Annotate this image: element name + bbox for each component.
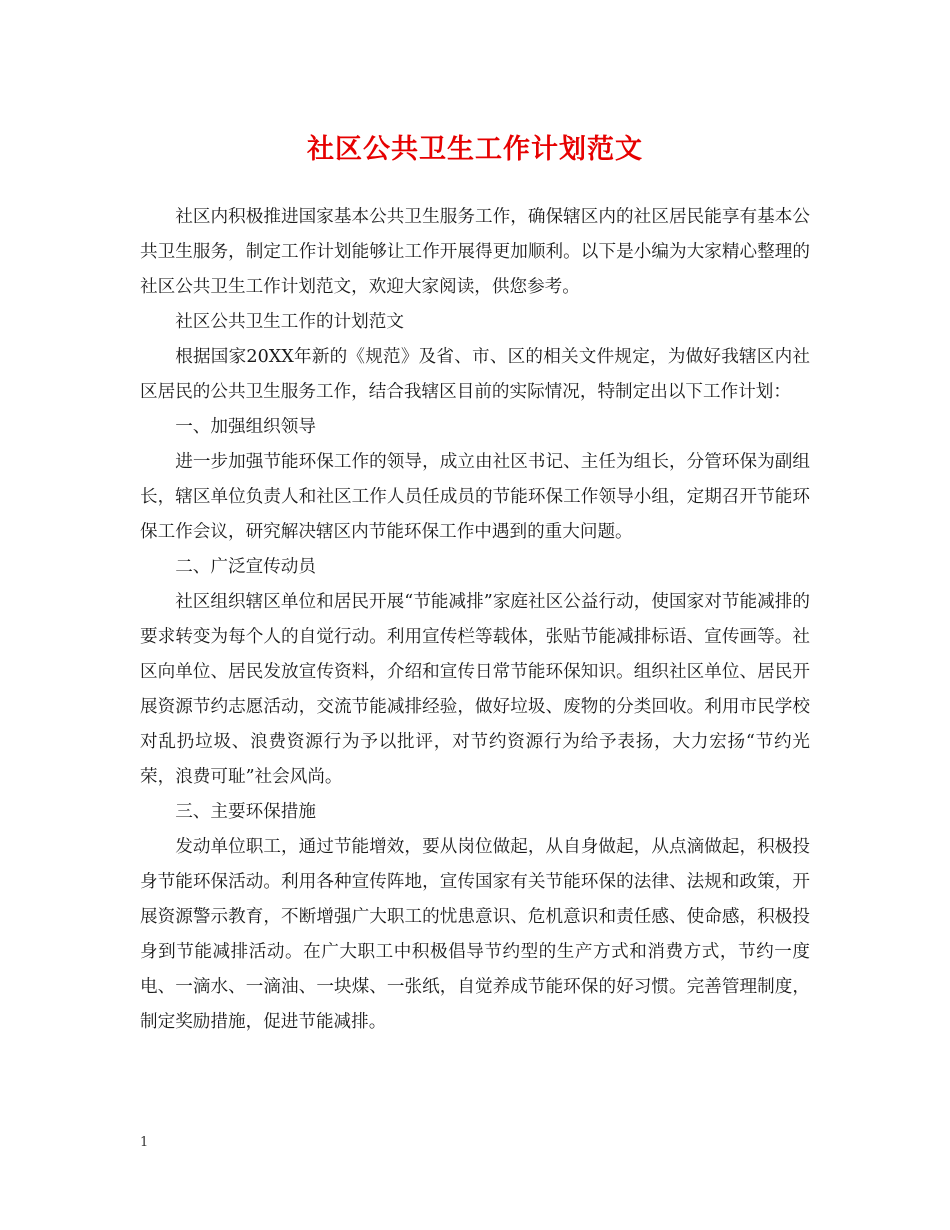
section-heading-3: 三、主要环保措施 (175, 802, 316, 822)
subtitle-paragraph: 社区公共卫生工作的计划范文 (175, 312, 404, 332)
document-title: 社区公共卫生工作计划范文 (307, 134, 643, 165)
basis-paragraph: 根据国家20XX年新的《规范》及省、市、区的相关文件规定，为做好我辖区内社区居民的公共卫生服务工作，结合我辖区目前的实际情况，特制定出以下工作计划： (140, 347, 810, 402)
section-heading-1: 一、加强组织领导 (175, 417, 316, 437)
document-body (140, 200, 810, 1040)
page-number: 1 (140, 1135, 149, 1150)
section-heading-2: 二、广泛宣传动员 (175, 557, 316, 577)
intro-paragraph: 社区内积极推进国家基本公共卫生服务工作，确保辖区内的社区居民能享有基本公共卫生服务，制定工作计划能够让工作开展得更加顺利。以下是小编为大家精心整理的社区公共卫生工作计划范文，欢迎大家阅读，供您参考。 (140, 207, 810, 297)
section-1-paragraph: 进一步加强节能环保工作的领导，成立由社区书记、主任为组长，分管环保为副组长，辖区单位负责人和社区工作人员任成员的节能环保工作领导小组，定期召开节能环保工作会议，研究解决辖区内节能环保工作中遇到的重大问题。 (140, 452, 810, 542)
section-2-paragraph: 社区组织辖区单位和居民开展“节能减排”家庭社区公益行动，使国家对节能减排的要求转变为每个人的自觉行动。利用宣传栏等载体，张贴节能减排标语、宣传画等。社区向单位、居民发放宣传资料，介绍和宣传日常节能环保知识。组织社区单位、居民开展资源节约志愿活动，交流节能减排经验，做好垃圾、废物的分类回收。利用市民学校对乱扔垃圾、浪费资源行为予以批评，对节约资源行为给予表扬，大力宏扬“节约光荣，浪费可耻”社会风尚。 (140, 592, 810, 787)
section-3-paragraph: 发动单位职工，通过节能增效，要从岗位做起，从自身做起，从点滴做起，积极投身节能环保活动。利用各种宣传阵地，宣传国家有关节能环保的法律、法规和政策，开展资源警示教育，不断增强广大职工的忧患意识、危机意识和责任感、使命感，积极投身到节能减排活动。在广大职工中积极倡导节约型的生产方式和消费方式，节约一度电、一滴水、一滴油、一块煤、一张纸，自觉养成节能环保的好习惯。完善管理制度，制定奖励措施，促进节能减排。 (140, 837, 810, 1032)
